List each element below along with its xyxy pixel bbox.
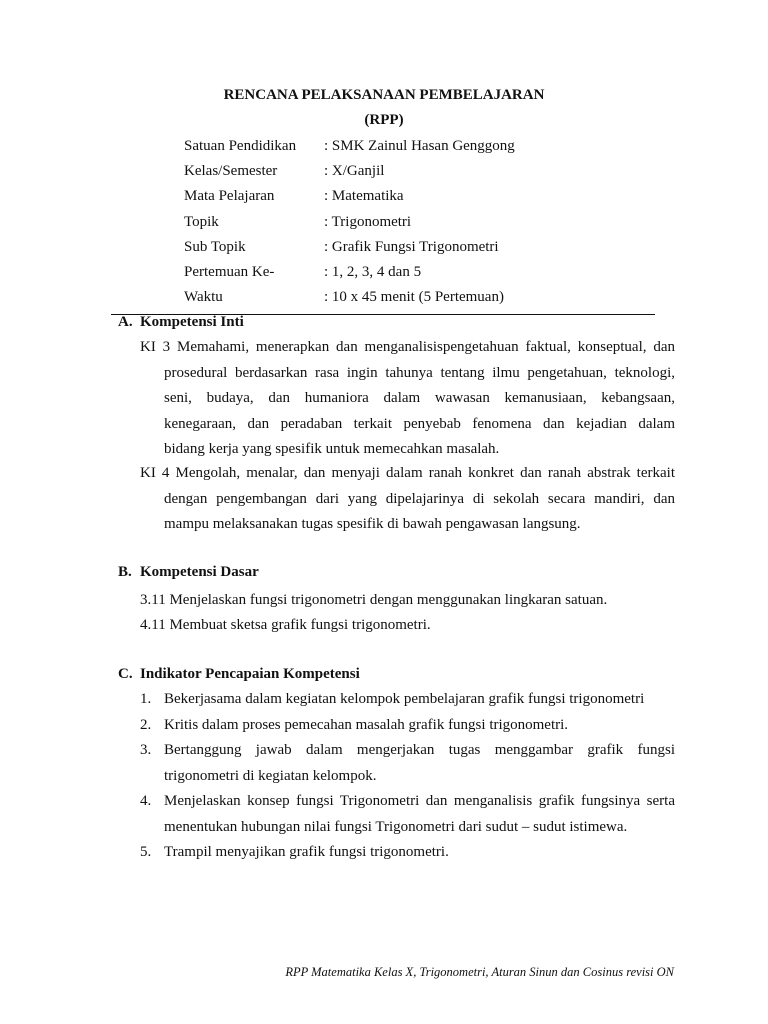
identity-row (184, 161, 515, 186)
kd-item: 4.11 Membuat sketsa grafik fungsi trigonometri. (140, 617, 431, 633)
list-item (140, 713, 675, 739)
section-title: Kompetensi Dasar (140, 564, 259, 580)
list-number: 5. (140, 844, 152, 860)
list-number: 4. (140, 793, 152, 809)
identity-value: : Trigonometri (324, 213, 412, 230)
identity-label: Mata Pelajaran (184, 188, 275, 205)
section-b-heading (118, 564, 259, 581)
identity-value: : SMK Zainul Hasan Genggong (324, 138, 515, 154)
list-number: 1. (140, 691, 152, 707)
list-text: Bekerjasama dalam kegiatan kelompok pembelajaran grafik fungsi trigonometri (164, 691, 645, 707)
list-text: Menjelaskan konsep fungsi Trigonometri dan menganalisis grafik fungsinya serta (164, 793, 675, 809)
identity-value: : Matematika (324, 188, 404, 205)
identity-label: Topik (184, 213, 219, 230)
identity-label: Kelas/Semester (184, 163, 278, 180)
list-text: Kritis dalam proses pemecahan masalah grafik fungsi trigonometri. (164, 716, 569, 733)
list-text: Trampil menyajikan grafik fungsi trigonometri. (164, 844, 449, 860)
list-item (140, 789, 675, 840)
kd-item: 3.11 Menjelaskan fungsi trigonometri dengan menggunakan lingkaran satuan. (140, 592, 608, 608)
section-title: Indikator Pencapaian Kompetensi (140, 666, 360, 682)
section-letter: B. (118, 564, 132, 580)
paragraph-line: mampu melaksanakan tugas spesifik di bawah pengawasan langsung. (164, 516, 581, 532)
paragraph-line: KI 4 Mengolah, menalar, dan menyaji dalam ranah konkret dan ranah abstrak terkait (140, 465, 675, 481)
identity-value: : 1, 2, 3, 4 dan 5 (324, 263, 422, 280)
identity-row (184, 287, 515, 312)
section-letter: C. (118, 666, 133, 682)
identity-table (184, 136, 515, 312)
list-item (140, 738, 675, 789)
document-subtitle: (RPP) (364, 112, 404, 128)
identity-label: Waktu (184, 289, 223, 306)
identity-row (184, 262, 515, 287)
ki3-paragraph (140, 335, 675, 463)
section-letter: A. (118, 314, 133, 330)
paragraph-line: kenegaraan, dan peradaban terkait penyebab fenomena dan kejadian dalam (164, 415, 675, 432)
page-footer: RPP Matematika Kelas X, Trigonometri, Aturan Sinun dan Cosinus revisi ON (285, 965, 674, 979)
identity-row (184, 136, 515, 161)
ki4-paragraph (140, 461, 675, 538)
identity-label: Satuan Pendidikan (184, 138, 297, 154)
identity-row (184, 186, 515, 211)
identity-row (184, 212, 515, 237)
list-item (140, 687, 675, 713)
paragraph-line: bidang kerja yang spesifik untuk memecahkan masalah. (164, 441, 500, 457)
list-number: 3. (140, 742, 152, 758)
list-number: 2. (140, 716, 152, 733)
document-title: RENCANA PELAKSANAAN PEMBELAJARAN (223, 87, 545, 103)
identity-label: Pertemuan Ke- (184, 263, 275, 280)
paragraph-line: seni, budaya, dan humaniora dalam wawasan kemanusiaan, kebangsaan, (164, 390, 675, 406)
section-a-heading (118, 314, 244, 331)
paragraph-line: dengan pengembangan dari yang dipelajarinya di sekolah secara mandiri, dan (164, 490, 675, 507)
identity-label: Sub Topik (184, 238, 246, 255)
paragraph-line: prosedural berdasarkan rasa ingin tahunya tentang ilmu pengetahuan, teknologi, (164, 364, 675, 381)
section-c-heading (118, 666, 360, 683)
identity-value: : 10 x 45 menit (5 Pertemuan) (324, 289, 504, 306)
identity-value: : X/Ganjil (324, 163, 385, 180)
paragraph-line: KI 3 Memahami, menerapkan dan menganalisispengetahuan faktual, konseptual, dan (140, 339, 675, 355)
list-text: menentukan hubungan nilai fungsi Trigonometri dari sudut – sudut istimewa. (164, 818, 628, 835)
list-text: trigonometri di kegiatan kelompok. (164, 767, 377, 784)
section-title: Kompetensi Inti (140, 314, 244, 330)
indicator-list (140, 687, 675, 866)
identity-value: : Grafik Fungsi Trigonometri (324, 238, 499, 255)
identity-row (184, 237, 515, 262)
list-item (140, 840, 675, 866)
list-text: Bertanggung jawab dalam mengerjakan tugas menggambar grafik fungsi (164, 742, 675, 758)
